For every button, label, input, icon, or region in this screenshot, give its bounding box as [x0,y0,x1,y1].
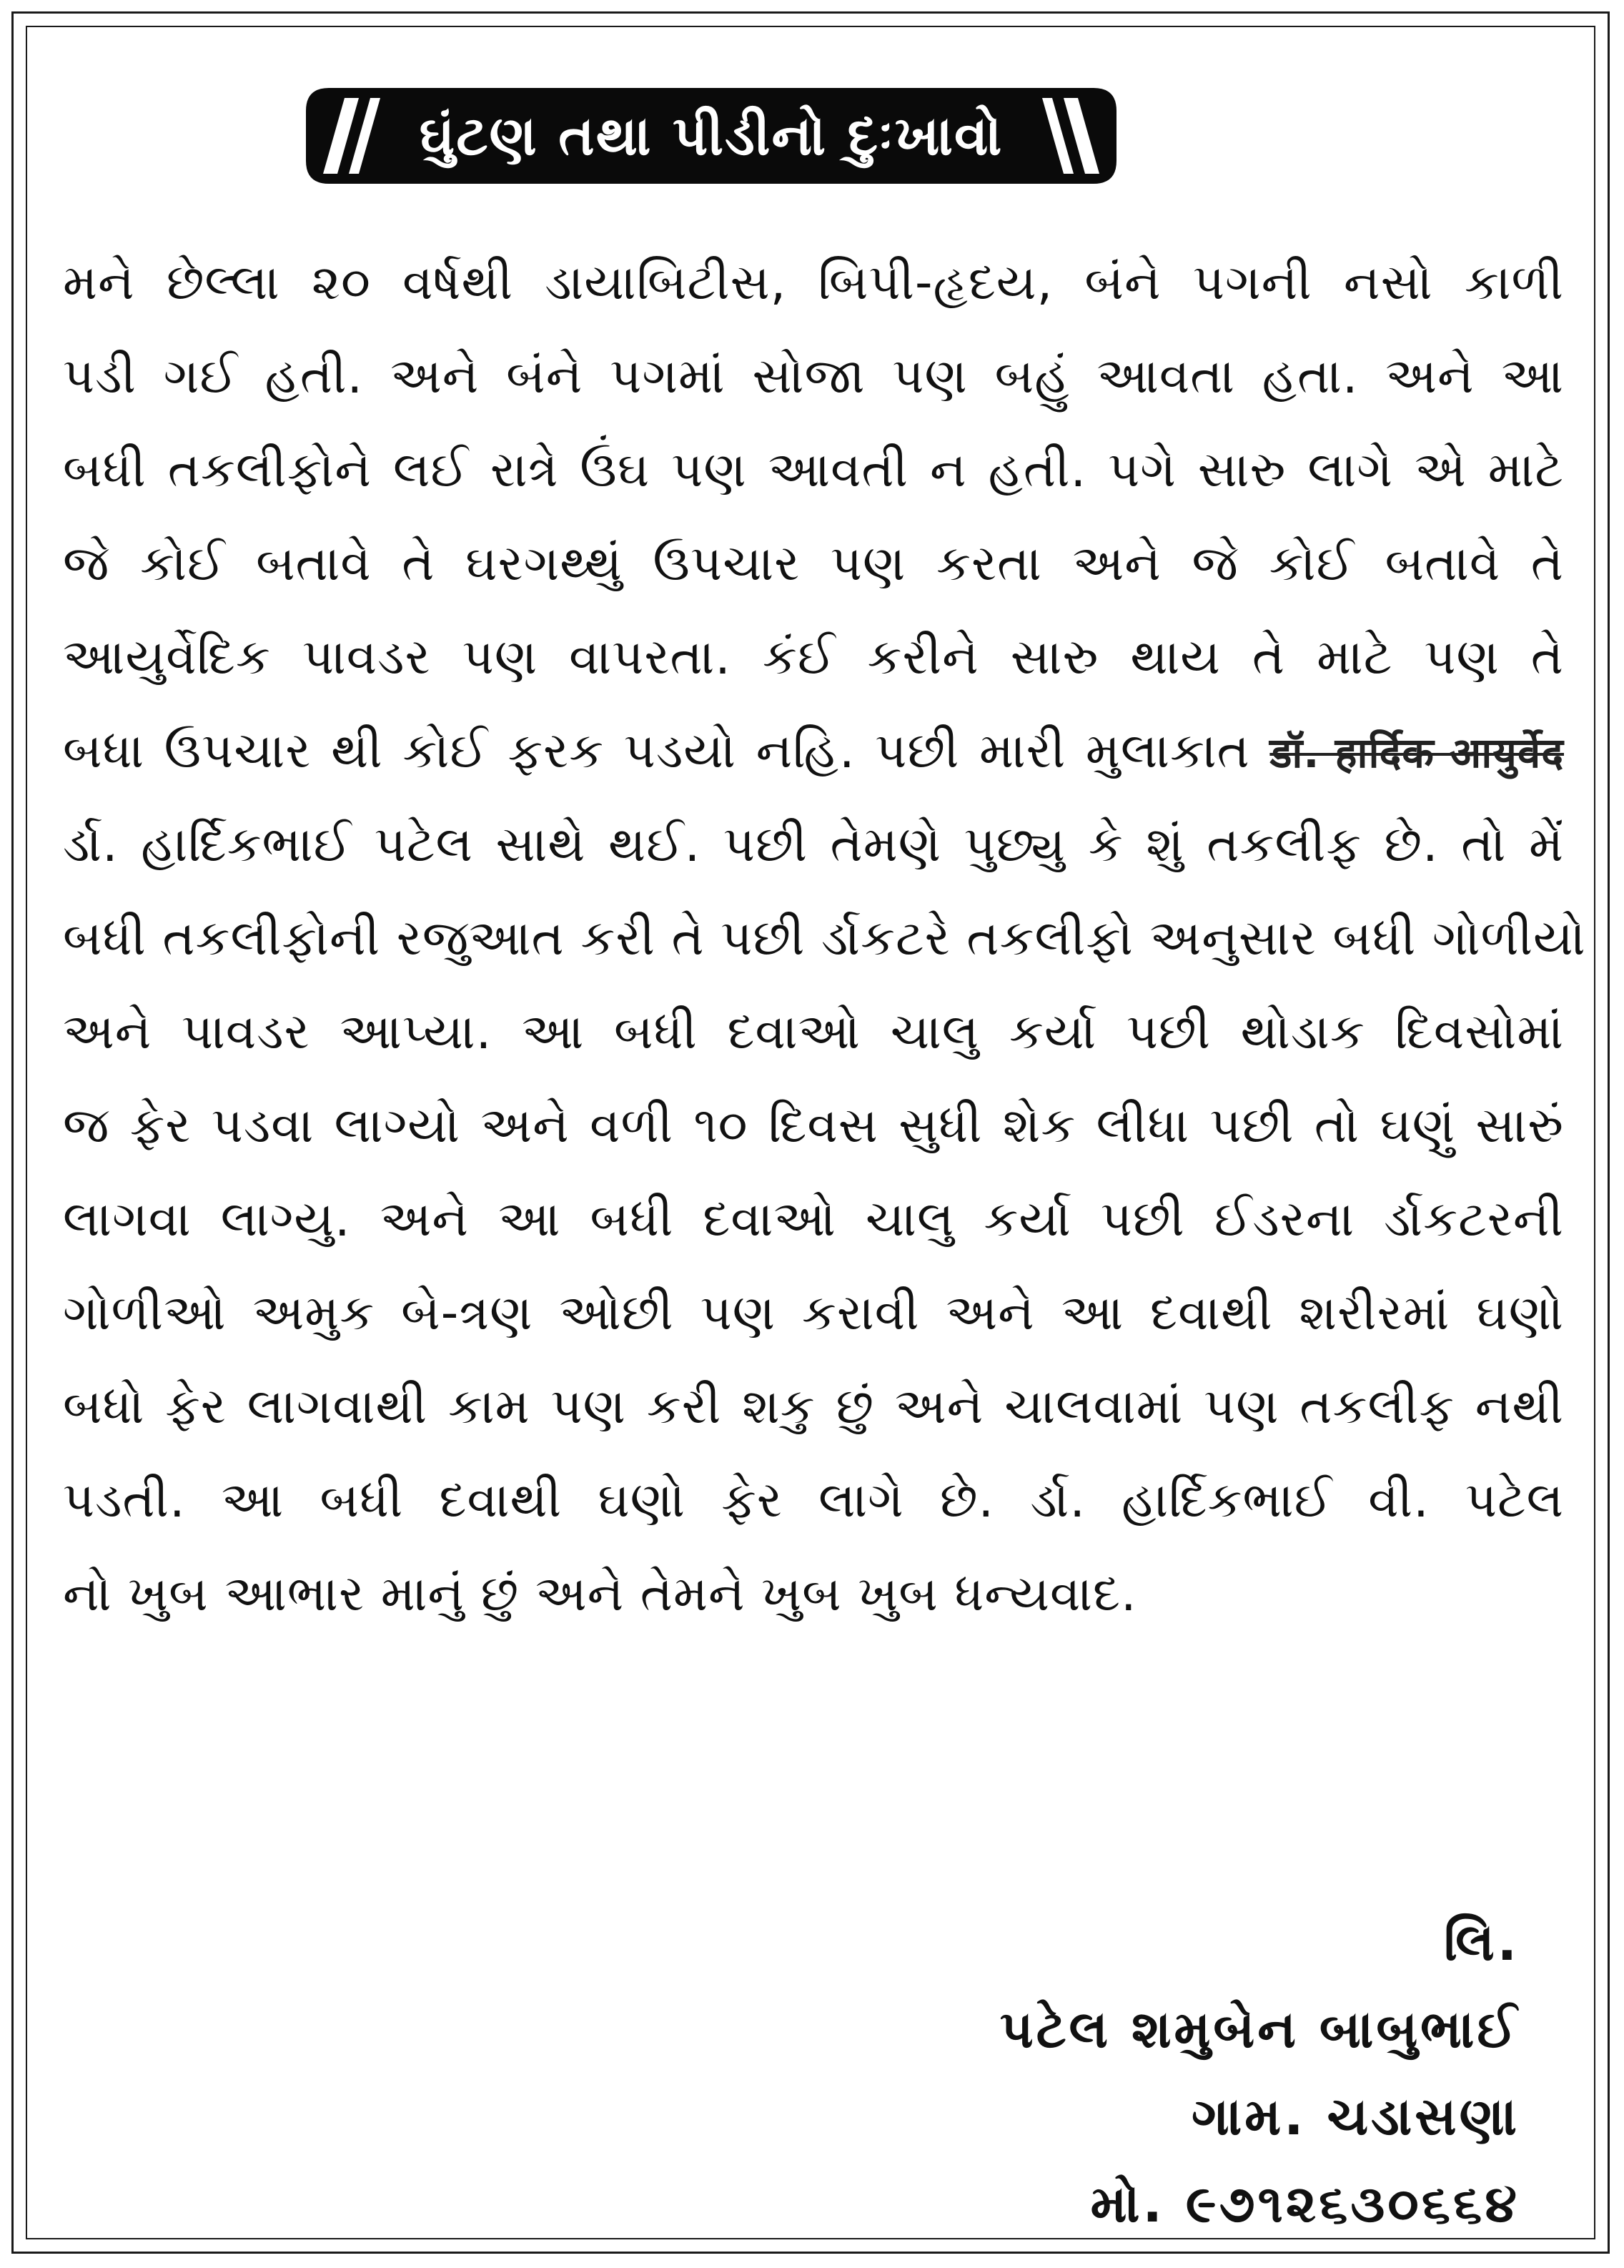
body-line-2: પડી ગઈ હતી. અને બંને પગમાં સોજા પણ બહું આવતા હતા. અને આ [63,348,1564,405]
body-line-12: ગોળીઓ અમુક બે-ત્રણ ઓછી પણ કરાવી અને આ દવાથી શરીરમાં ઘણો [63,1285,1564,1341]
body-line-8: બધી તકલીફોની રજુઆત કરી તે પછી ર્ડાકટરે તકલીફો અનુસાર બધી ગોળીયો [63,910,1586,967]
body-line-6-wrap [63,704,1564,798]
clinic-stamp: डॉ. हार्दिक आयुर्वेद [1269,729,1564,777]
body-line-1: મને છેલ્લા ૨૦ વર્ષથી ડાયાબિટીસ, બિપી-હૃદય, બંને પગની નસો કાળી [63,255,1564,311]
body-line-6: બધા ઉપચાર થી કોઈ ફરક પડયો નહિ. પછી મારી મુલાકાત [63,723,1250,779]
signature-name: પટેલ શમુબેન બાબુભાઈ [999,1999,1520,2059]
body-line-11: લાગવા લાગ્યુ. અને આ બધી દવાઓ ચાલુ કર્યા પછી ઈડરના ર્ડાકટરની [63,1191,1564,1248]
body-line-9: અને પાવડર આપ્યા. આ બધી દવાઓ ચાલુ કર્યા પછી થોડાક દિવસોમાં [63,1004,1564,1060]
body-line-10: જ ફેર પડવા લાગ્યો અને વળી ૧૦ દિવસ સુધી શેક લીધા પછી તો ઘણું સારું [63,1098,1564,1154]
signature-mobile: મો. ૯૭૧૨૬૩૦૬૬૪ [1090,2174,1520,2234]
body-line-14: પડતી. આ બધી દવાથી ઘણો ફેર લાગે છે. ર્ડા. હાર્દિકભાઈ વી. પટેલ [63,1472,1564,1529]
body-line-7: ર્ડા. હાર્દિકભાઈ પટેલ સાથે થઈ. પછી તેમણે પુછ્યુ કે શું તકલીફ છે. તો મેં [63,817,1564,873]
signature-block [1000,1898,1520,2247]
signature-village: ગામ. ચડાસણા [1192,2086,1520,2146]
body-line-5: આયુર્વેદિક પાવડર પણ વાપરતા. કંઈ કરીને સારુ થાય તે માટે પણ તે [63,629,1564,686]
title-banner [300,82,1122,189]
body-line-3: બધી તકલીફોને લઈ રાત્રે ઉંઘ પણ આવતી ન હતી. પગે સારુ લાગે એ માટે [63,442,1564,498]
body-line-13: બધો ફેર લાગવાથી કામ પણ કરી શકુ છું અને ચાલવામાં પણ તકલીફ નથી [63,1379,1564,1435]
page-title: ઘુંટણ તથા પીડીનો દુઃખાવો [419,103,1004,167]
body-line-4: જે કોઈ બતાવે તે ઘરગથ્થું ઉપચાર પણ કરતા અને જે કોઈ બતાવે તે [63,536,1564,592]
signature-sign-off: લિ. [1443,1912,1520,1972]
testimonial-body [63,236,1586,1641]
body-line-15: નો ખુબ આભાર માનું છું અને તેમને ખુબ ખુબ ધન્યવાદ. [63,1566,1137,1622]
